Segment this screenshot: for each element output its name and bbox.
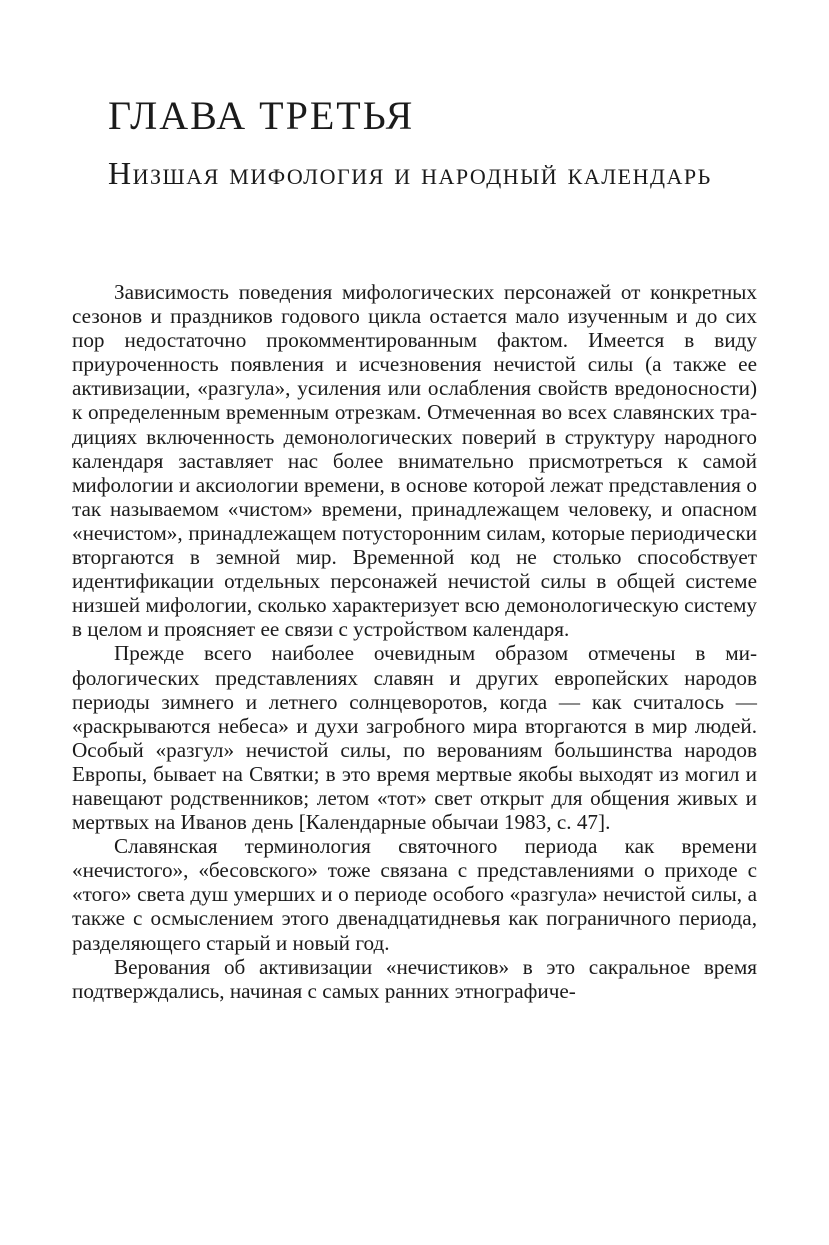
paragraph: Верования об активизации «нечистиков» в это сакральное время подтверждались, начиная с самых ранних этнографиче- (72, 954, 757, 1003)
paragraph: Славянская терминология святочного периода как времени «нечистого», «бесовского» тоже связана с представлениями о приходе с «того» света душ умерших и о периоде особого «разгула» нечистой силы, а также с осмыслением этого двенадцатидневья как пограничного периода, разделяющего старый и новый год. (72, 834, 757, 955)
chapter-title: Низшая мифология и народный календарь (108, 155, 712, 191)
paragraph: Прежде всего наиболее очевидным образом отмечены в мифологических представлениях славян и других европейских народов периоды зимнего и летнего солнцеворотов, когда — как считалось — «раскрываются небеса» и духи загробного мира вторгаются в мир людей. Особый «разгул» нечистой силы, по верованиям большинства народов Европы, бывает на Святки; в это время мертвые якобы выходят из могил и навещают родственников; летом «тот» свет открыт для общения живых и мертвых на Иванов день [Календарные обычаи 1983, с. 47]. (72, 641, 757, 835)
paragraph: Зависимость поведения мифологических персонажей от конкретных сезонов и праздников годового цикла остается мало изученным и до сих пор недостаточно прокомментированным фактом. Имеется в виду приуроченность появления и исчезновения нечистой силы (а также ее активизации, «разгула», усиления или ослабления свойств вредоносности) к определенным временным отрезкам. Отмеченная во всех славянских традициях включенность демонологических поверий в структуру народного календаря заставляет нас более внимательно присмотреться к самой мифологии и аксиологии времени, в основе которой лежат представления о так называемом «чистом» времени, принадлежащем человеку, и опасном «нечистом», принадлежащем потусторонним силам, которые периодически вторгаются в земной мир. Временной код не столько способствует идентификации отдельных персонажей нечистой силы в общей системе низшей мифологии, сколько характеризует всю демонологическую систему в целом и проясняет ее связи с устройством календаря. (72, 280, 757, 642)
chapter-label: ГЛАВА ТРЕТЬЯ (108, 93, 415, 138)
body-text (72, 280, 757, 1003)
